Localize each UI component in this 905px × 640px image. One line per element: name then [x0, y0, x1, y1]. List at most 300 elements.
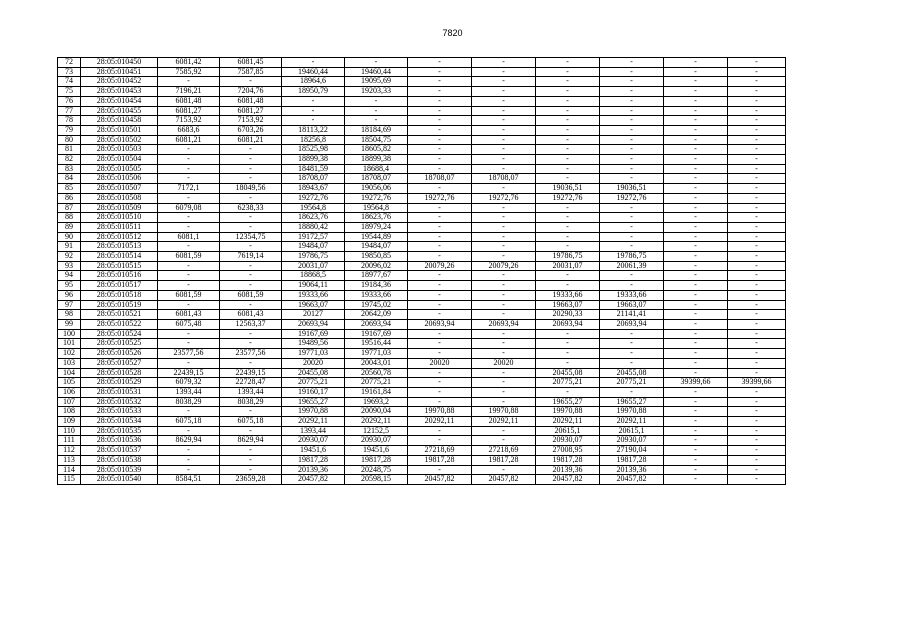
cell-value-7: 20693,94	[536, 319, 600, 329]
cell-cadastral-number: 28:05:010539	[81, 465, 158, 475]
cell-value-3: 20127	[282, 310, 345, 320]
cell-value-3: -	[282, 106, 345, 116]
cell-value-6: 20079,26	[472, 261, 536, 271]
cell-value-2: -	[220, 281, 282, 291]
cell-value-1: -	[158, 465, 220, 475]
cell-value-6: -	[472, 145, 536, 155]
cell-value-5: -	[408, 87, 472, 97]
cell-value-9: -	[664, 446, 728, 456]
cell-value-8: -	[600, 358, 664, 368]
cell-value-5: 19272,76	[408, 193, 472, 203]
cell-row-number: 87	[58, 203, 81, 213]
cell-value-3: 20020	[282, 358, 345, 368]
cell-value-10: -	[728, 155, 786, 165]
cell-value-9: -	[664, 87, 728, 97]
cell-value-6: -	[472, 387, 536, 397]
cell-value-1: -	[158, 455, 220, 465]
cell-value-4: 19095,69	[345, 77, 408, 87]
cell-value-4: 19564,8	[345, 203, 408, 213]
cell-value-1: 23577,56	[158, 349, 220, 359]
cell-value-6: -	[472, 213, 536, 223]
cell-value-7: -	[536, 387, 600, 397]
cell-value-5: -	[408, 436, 472, 446]
cell-value-5: 18708,07	[408, 174, 472, 184]
cell-value-8: -	[600, 387, 664, 397]
cell-value-7: -	[536, 135, 600, 145]
cell-value-5: -	[408, 339, 472, 349]
cell-value-4: 20693,94	[345, 319, 408, 329]
cell-value-1: 7153,92	[158, 116, 220, 126]
cell-value-4: 18977,67	[345, 271, 408, 281]
cell-value-5: -	[408, 378, 472, 388]
cell-row-number: 104	[58, 368, 81, 378]
cell-value-9: -	[664, 329, 728, 339]
cell-value-10: -	[728, 358, 786, 368]
cell-value-9: -	[664, 135, 728, 145]
cell-value-1: -	[158, 426, 220, 436]
cell-value-1: -	[158, 213, 220, 223]
cell-cadastral-number: 28:05:010531	[81, 387, 158, 397]
cell-value-8: -	[600, 174, 664, 184]
table-row	[58, 281, 786, 291]
cadastral-value-table	[57, 57, 786, 485]
cell-value-6: 20457,82	[472, 475, 536, 485]
cell-value-9: -	[664, 58, 728, 68]
cell-cadastral-number: 28:05:010517	[81, 281, 158, 291]
cell-value-10: -	[728, 329, 786, 339]
cell-value-5: -	[408, 96, 472, 106]
cell-value-7: 20615,1	[536, 426, 600, 436]
cell-row-number: 99	[58, 319, 81, 329]
cell-value-9: -	[664, 339, 728, 349]
cell-row-number: 74	[58, 77, 81, 87]
cell-value-4: 20096,02	[345, 261, 408, 271]
cell-value-3: 20031,07	[282, 261, 345, 271]
cell-value-5: -	[408, 203, 472, 213]
cell-value-1: 6081,59	[158, 290, 220, 300]
table-row	[58, 407, 786, 417]
cell-value-6: -	[472, 164, 536, 174]
cell-value-1: -	[158, 329, 220, 339]
table-row	[58, 446, 786, 456]
cell-value-3: 19272,76	[282, 193, 345, 203]
table-row	[58, 203, 786, 213]
cell-value-8: 19970,88	[600, 407, 664, 417]
cell-value-1: 6081,43	[158, 310, 220, 320]
cell-value-7: -	[536, 155, 600, 165]
cell-value-8: -	[600, 242, 664, 252]
cell-value-2: -	[220, 358, 282, 368]
cell-value-3: 18868,5	[282, 271, 345, 281]
cell-value-5: -	[408, 125, 472, 135]
cell-value-10: -	[728, 281, 786, 291]
cell-value-1: -	[158, 271, 220, 281]
cell-value-2: 6081,48	[220, 96, 282, 106]
cell-value-2: 6075,18	[220, 417, 282, 427]
cell-value-3: 19655,27	[282, 397, 345, 407]
cell-cadastral-number: 28:05:010450	[81, 58, 158, 68]
cell-value-6: -	[472, 67, 536, 77]
cell-value-7: -	[536, 58, 600, 68]
cell-value-2: 6081,45	[220, 58, 282, 68]
cell-value-5: -	[408, 106, 472, 116]
cell-value-4: -	[345, 116, 408, 126]
cell-value-3: 19970,88	[282, 407, 345, 417]
cell-row-number: 72	[58, 58, 81, 68]
table-row	[58, 77, 786, 87]
cell-value-8: -	[600, 155, 664, 165]
cell-value-2: -	[220, 213, 282, 223]
cell-value-1: -	[158, 407, 220, 417]
cell-value-7: -	[536, 174, 600, 184]
table-row	[58, 417, 786, 427]
cell-value-6: -	[472, 271, 536, 281]
table-row	[58, 455, 786, 465]
cell-value-2: -	[220, 222, 282, 232]
cell-value-2: 6081,59	[220, 290, 282, 300]
cell-value-10: -	[728, 426, 786, 436]
cell-value-1: -	[158, 261, 220, 271]
cell-value-4: 18184,69	[345, 125, 408, 135]
cell-value-4: 12152,5	[345, 426, 408, 436]
cell-cadastral-number: 28:05:010452	[81, 77, 158, 87]
cell-value-10: -	[728, 106, 786, 116]
cell-value-5: -	[408, 387, 472, 397]
cell-value-4: 18979,24	[345, 222, 408, 232]
cell-value-8: -	[600, 203, 664, 213]
cell-row-number: 93	[58, 261, 81, 271]
cell-value-2: 12563,37	[220, 319, 282, 329]
cell-value-1: 6079,32	[158, 378, 220, 388]
cell-value-3: 19167,69	[282, 329, 345, 339]
cell-value-2: 7153,92	[220, 116, 282, 126]
cell-value-1: -	[158, 155, 220, 165]
cell-value-2: 7204,76	[220, 87, 282, 97]
cell-cadastral-number: 28:05:010525	[81, 339, 158, 349]
cell-value-10: -	[728, 290, 786, 300]
cell-cadastral-number: 28:05:010527	[81, 358, 158, 368]
cell-value-8: 19817,28	[600, 455, 664, 465]
cell-cadastral-number: 28:05:010524	[81, 329, 158, 339]
cell-value-3: 18113,22	[282, 125, 345, 135]
cell-value-6: -	[472, 378, 536, 388]
cell-cadastral-number: 28:05:010515	[81, 261, 158, 271]
cell-value-10: -	[728, 67, 786, 77]
cell-value-7: 27008,95	[536, 446, 600, 456]
cell-value-4: 19056,06	[345, 184, 408, 194]
cell-value-10: -	[728, 242, 786, 252]
cell-value-2: 1393,44	[220, 387, 282, 397]
table-row	[58, 155, 786, 165]
cell-row-number: 88	[58, 213, 81, 223]
cell-value-7: -	[536, 222, 600, 232]
cell-value-7: -	[536, 87, 600, 97]
cell-value-9: -	[664, 455, 728, 465]
cell-value-5: -	[408, 184, 472, 194]
table-row	[58, 378, 786, 388]
cell-value-3: 18481,59	[282, 164, 345, 174]
cell-value-5: -	[408, 290, 472, 300]
cell-value-6: -	[472, 77, 536, 87]
cell-value-1: -	[158, 145, 220, 155]
cell-value-3: 19489,56	[282, 339, 345, 349]
cell-value-10: -	[728, 135, 786, 145]
cell-value-3: 19172,57	[282, 232, 345, 242]
cell-value-6: 27218,69	[472, 446, 536, 456]
cell-value-10: -	[728, 319, 786, 329]
cell-value-6: -	[472, 465, 536, 475]
cell-row-number: 95	[58, 281, 81, 291]
cell-value-5: -	[408, 281, 472, 291]
cell-value-10: -	[728, 407, 786, 417]
cell-row-number: 101	[58, 339, 81, 349]
cell-value-5: -	[408, 222, 472, 232]
table-row	[58, 193, 786, 203]
table-row	[58, 290, 786, 300]
cell-value-5: -	[408, 116, 472, 126]
cell-value-4: -	[345, 96, 408, 106]
table-row	[58, 329, 786, 339]
cell-value-1: 6081,1	[158, 232, 220, 242]
cell-value-3: 18950,79	[282, 87, 345, 97]
cell-value-10: -	[728, 77, 786, 87]
cell-value-1: 6081,27	[158, 106, 220, 116]
cell-row-number: 103	[58, 358, 81, 368]
cell-value-3: 18943,67	[282, 184, 345, 194]
cell-value-8: 19036,51	[600, 184, 664, 194]
cell-value-10: -	[728, 417, 786, 427]
cell-value-3: 18623,76	[282, 213, 345, 223]
cell-value-2: 6238,33	[220, 203, 282, 213]
cell-value-4: 18623,76	[345, 213, 408, 223]
cell-row-number: 94	[58, 271, 81, 281]
cell-value-8: 20139,36	[600, 465, 664, 475]
cell-value-8: -	[600, 349, 664, 359]
cell-value-7: -	[536, 281, 600, 291]
cell-value-4: 20043,01	[345, 358, 408, 368]
cell-value-1: -	[158, 174, 220, 184]
cell-value-7: 19663,07	[536, 300, 600, 310]
cell-cadastral-number: 28:05:010519	[81, 300, 158, 310]
cell-value-10: -	[728, 193, 786, 203]
cell-value-2: -	[220, 339, 282, 349]
cell-value-2: 23577,56	[220, 349, 282, 359]
cell-value-2: 6703,26	[220, 125, 282, 135]
cell-value-6: -	[472, 436, 536, 446]
cell-row-number: 84	[58, 174, 81, 184]
cell-value-5: -	[408, 145, 472, 155]
cell-value-2: -	[220, 329, 282, 339]
cell-value-6: -	[472, 87, 536, 97]
cell-row-number: 86	[58, 193, 81, 203]
cell-value-8: 20930,07	[600, 436, 664, 446]
cell-value-4: 19745,02	[345, 300, 408, 310]
cell-value-2: -	[220, 193, 282, 203]
cell-value-8: 20455,08	[600, 368, 664, 378]
cell-value-4: 20598,15	[345, 475, 408, 485]
cell-value-2: -	[220, 155, 282, 165]
cell-value-6: -	[472, 368, 536, 378]
cell-value-7: 20031,07	[536, 261, 600, 271]
table-row	[58, 465, 786, 475]
table-row	[58, 222, 786, 232]
cell-row-number: 85	[58, 184, 81, 194]
cell-value-6: -	[472, 310, 536, 320]
cell-value-9: -	[664, 300, 728, 310]
cell-value-8: -	[600, 58, 664, 68]
cell-row-number: 98	[58, 310, 81, 320]
cell-value-7: -	[536, 242, 600, 252]
cell-value-2: 6081,21	[220, 135, 282, 145]
cell-value-2: 23659,28	[220, 475, 282, 485]
cell-value-8: -	[600, 67, 664, 77]
cell-value-3: 19564,8	[282, 203, 345, 213]
cell-value-1: 6079,08	[158, 203, 220, 213]
cell-value-9: -	[664, 465, 728, 475]
cell-value-8: 19333,66	[600, 290, 664, 300]
cell-value-5: -	[408, 232, 472, 242]
cell-value-7: 19333,66	[536, 290, 600, 300]
cell-value-10: -	[728, 436, 786, 446]
cell-value-9: -	[664, 67, 728, 77]
cell-value-4: 18605,82	[345, 145, 408, 155]
cell-value-4: 19161,84	[345, 387, 408, 397]
cell-value-8: -	[600, 135, 664, 145]
cell-value-4: 19544,89	[345, 232, 408, 242]
cell-value-6: -	[472, 349, 536, 359]
cell-value-6: -	[472, 106, 536, 116]
cell-value-2: -	[220, 242, 282, 252]
cell-value-8: 20292,11	[600, 417, 664, 427]
cell-value-10: 39399,66	[728, 378, 786, 388]
cell-value-9: -	[664, 96, 728, 106]
cell-value-8: -	[600, 281, 664, 291]
cell-value-6: 20020	[472, 358, 536, 368]
cell-cadastral-number: 28:05:010540	[81, 475, 158, 485]
cell-value-5: -	[408, 58, 472, 68]
cell-value-1: -	[158, 222, 220, 232]
cell-cadastral-number: 28:05:010529	[81, 378, 158, 388]
cell-cadastral-number: 28:05:010532	[81, 397, 158, 407]
cell-value-5: -	[408, 397, 472, 407]
cell-value-2: 6081,27	[220, 106, 282, 116]
cell-value-5: -	[408, 465, 472, 475]
cell-value-9: -	[664, 358, 728, 368]
cell-cadastral-number: 28:05:010521	[81, 310, 158, 320]
cell-value-3: 19064,11	[282, 281, 345, 291]
page-number: 7820	[442, 28, 463, 38]
cell-value-4: 18504,75	[345, 135, 408, 145]
cell-row-number: 82	[58, 155, 81, 165]
cell-row-number: 92	[58, 252, 81, 262]
cell-value-9: -	[664, 349, 728, 359]
cell-value-8: 19655,27	[600, 397, 664, 407]
cell-value-1: 8584,51	[158, 475, 220, 485]
cell-value-7: -	[536, 358, 600, 368]
cell-value-9: -	[664, 290, 728, 300]
cell-value-8: 19272,76	[600, 193, 664, 203]
cell-value-5: -	[408, 310, 472, 320]
cell-value-1: -	[158, 242, 220, 252]
cell-value-3: 20693,94	[282, 319, 345, 329]
cell-value-8: 20457,82	[600, 475, 664, 485]
cell-value-3: 19333,66	[282, 290, 345, 300]
cell-value-1: 6081,42	[158, 58, 220, 68]
cell-row-number: 80	[58, 135, 81, 145]
cell-value-8: -	[600, 213, 664, 223]
cell-value-10: -	[728, 349, 786, 359]
cell-value-7: -	[536, 116, 600, 126]
cell-value-1: -	[158, 339, 220, 349]
cell-value-9: -	[664, 155, 728, 165]
cell-value-7: 20775,21	[536, 378, 600, 388]
cell-value-5: -	[408, 252, 472, 262]
cell-value-4: 19333,66	[345, 290, 408, 300]
cell-value-7: 20292,11	[536, 417, 600, 427]
cell-value-9: -	[664, 77, 728, 87]
table-row	[58, 116, 786, 126]
cell-value-8: 20693,94	[600, 319, 664, 329]
cell-value-9: -	[664, 252, 728, 262]
cell-cadastral-number: 28:05:010454	[81, 96, 158, 106]
cell-value-4: 19451,6	[345, 446, 408, 456]
cell-row-number: 114	[58, 465, 81, 475]
cell-cadastral-number: 28:05:010505	[81, 164, 158, 174]
cell-value-5: -	[408, 213, 472, 223]
cell-value-2: -	[220, 300, 282, 310]
cell-value-9: -	[664, 164, 728, 174]
table-row	[58, 426, 786, 436]
cell-value-8: -	[600, 339, 664, 349]
cell-value-5: 20020	[408, 358, 472, 368]
cell-value-7: 20290,33	[536, 310, 600, 320]
cell-value-7: -	[536, 125, 600, 135]
cell-value-2: -	[220, 455, 282, 465]
cell-value-10: -	[728, 271, 786, 281]
cell-value-5: 20693,94	[408, 319, 472, 329]
cell-value-9: -	[664, 281, 728, 291]
cell-value-8: 20615,1	[600, 426, 664, 436]
cell-value-6: -	[472, 155, 536, 165]
cell-value-10: -	[728, 203, 786, 213]
cell-value-2: 12354,75	[220, 232, 282, 242]
cell-value-10: -	[728, 455, 786, 465]
cell-value-8: -	[600, 271, 664, 281]
cell-row-number: 73	[58, 67, 81, 77]
cell-value-6: -	[472, 242, 536, 252]
cell-value-9: -	[664, 222, 728, 232]
cell-row-number: 102	[58, 349, 81, 359]
cell-value-5: -	[408, 329, 472, 339]
cell-value-6: -	[472, 252, 536, 262]
cell-value-3: -	[282, 58, 345, 68]
cell-value-2: 22439,15	[220, 368, 282, 378]
cell-value-4: -	[345, 106, 408, 116]
cell-value-10: -	[728, 310, 786, 320]
cell-cadastral-number: 28:05:010501	[81, 125, 158, 135]
cell-value-9: -	[664, 116, 728, 126]
cell-value-3: 20139,36	[282, 465, 345, 475]
cell-value-7: -	[536, 96, 600, 106]
cell-value-1: 6081,48	[158, 96, 220, 106]
table-row	[58, 358, 786, 368]
cell-cadastral-number: 28:05:010537	[81, 446, 158, 456]
table-row	[58, 475, 786, 485]
table-row	[58, 135, 786, 145]
table-row	[58, 310, 786, 320]
cell-row-number: 109	[58, 417, 81, 427]
cell-value-1: -	[158, 358, 220, 368]
